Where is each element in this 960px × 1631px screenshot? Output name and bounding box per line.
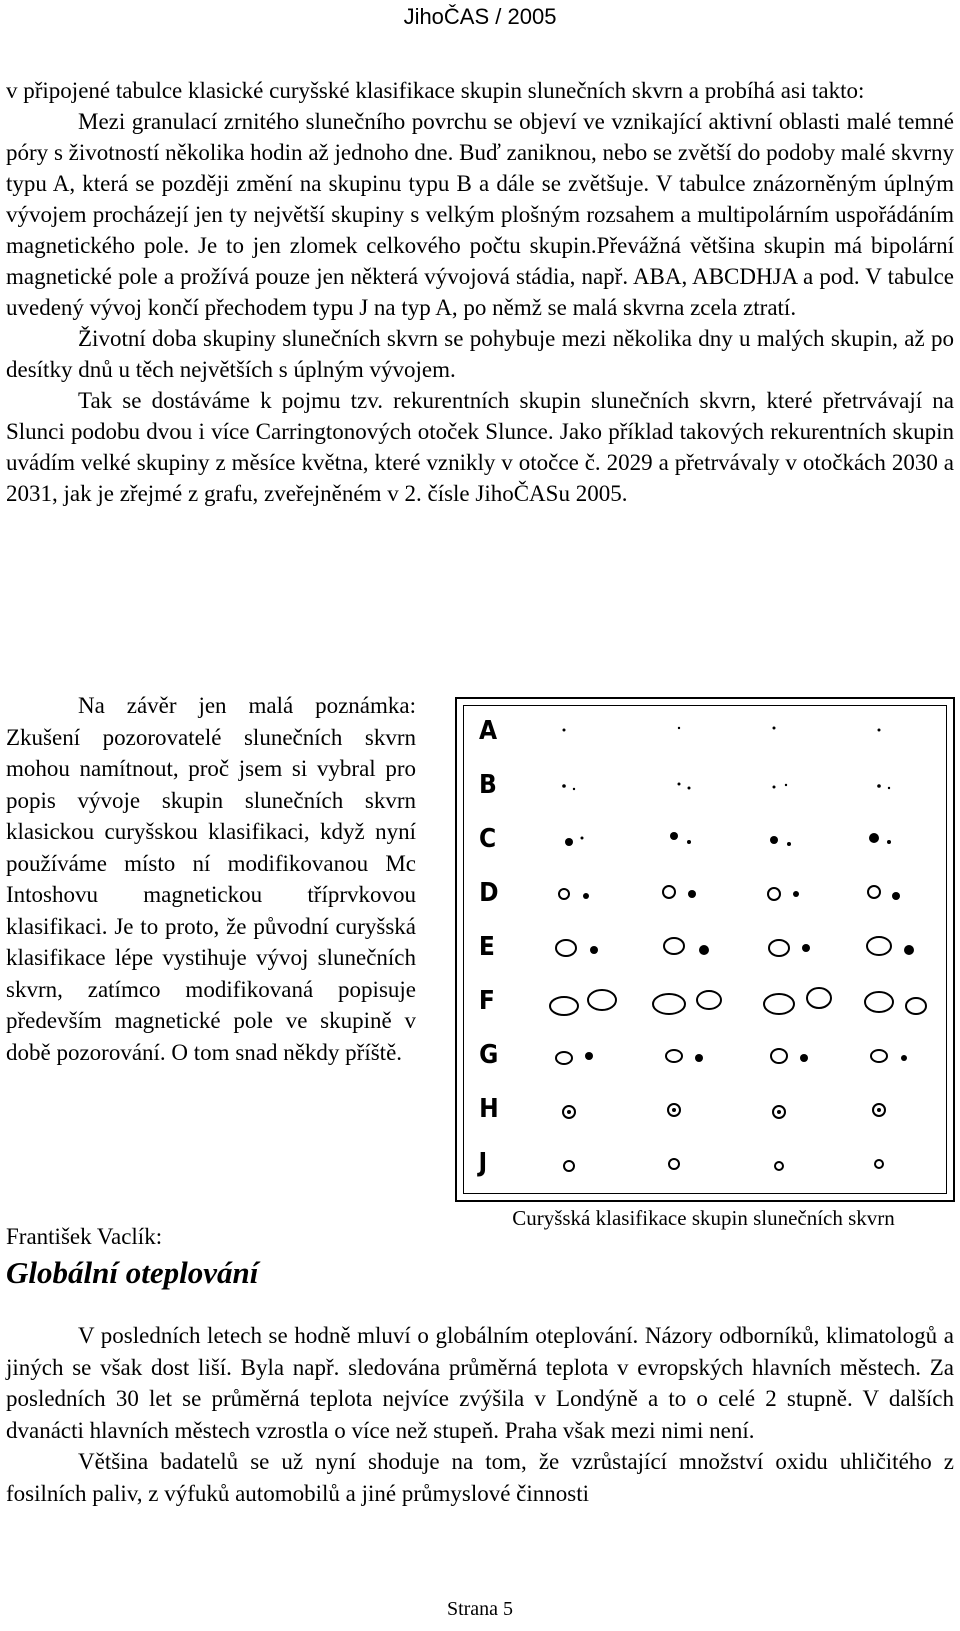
article-body bbox=[6, 1320, 954, 1509]
class-row-c bbox=[464, 814, 946, 868]
class-row-e bbox=[464, 922, 946, 976]
class-row-f bbox=[464, 976, 946, 1030]
zurich-classification-figure bbox=[455, 697, 955, 1202]
intro-paragraph-2: Mezi granulací zrnitého slunečního povrchu se objeví ve vznikající aktivní oblasti malé temné póry s životností několika hodin až jednoho dne. Buď zaniknou, nebo se zvětší do podoby malé skvrny typu A, která se později změní na skupinu typu B a dále se zvětšuje. V tabulce znázorněným úplným vývojem procházejí jen ty největší skupiny s velkým plošným rozsahem a multipolárním uspořádáním magnetického pole. Je to jen zlomek celkového počtu skupin.Převážná většina skupin má bipolární magnetické pole a prožívá pouze jen některá vývojová stádia, např. ABA, ABCDHJA a pod. V tabulce uvedený vývoj končí přechodem typu J na typ A, po němž se malá skvrna zcela ztratí. bbox=[6, 109, 954, 320]
sunspot-drawing-f bbox=[534, 976, 939, 1030]
sunspot-drawing-g bbox=[534, 1030, 939, 1084]
sunspot-drawing-c bbox=[534, 814, 939, 868]
class-letter-a: A bbox=[479, 716, 498, 746]
class-letter-b: B bbox=[478, 770, 497, 800]
class-letter-d: D bbox=[479, 878, 499, 908]
class-row-h bbox=[464, 1084, 946, 1138]
class-row-d bbox=[464, 868, 946, 922]
sunspot-drawing-h bbox=[534, 1084, 939, 1138]
sunspot-drawing-d bbox=[534, 868, 939, 922]
page-number: Strana 5 bbox=[446, 1598, 514, 1620]
class-letter-f: F bbox=[478, 986, 495, 1016]
class-row-j bbox=[464, 1138, 946, 1192]
figure-frame bbox=[463, 705, 947, 1194]
figure-caption: Curyšská klasifikace skupin slunečních skvrn bbox=[512, 1206, 895, 1230]
intro-paragraph-1: v připojené tabulce klasické curyšské klasifikace skupin slunečních skvrn a probíhá asi takto: bbox=[6, 78, 865, 103]
sunspot-drawing-b bbox=[534, 760, 939, 814]
intro-text bbox=[6, 75, 954, 509]
sunspot-drawing-a bbox=[534, 706, 939, 760]
class-letter-e: E bbox=[478, 932, 495, 962]
class-letter-j: J bbox=[478, 1148, 488, 1178]
intro-paragraph-3: Životní doba skupiny slunečních skvrn se pohybuje mezi několika dny u malých skupin, až po desítky dnů u těch největších s úplným vývojem. bbox=[6, 326, 954, 382]
class-letter-g: G bbox=[479, 1040, 499, 1070]
note-paragraph: Na závěr jen malá poznámka: Zkušení pozorovatelé slunečních skvrn mohou namítnout, proč jsem si vybral pro popis vývoje skupin slunečních skvrn klasickou curyšskou klasifikaci, když nyní používáme místo ní modifikovanou Mc Intoshovu magnetickou tříprvkovou klasifikaci. Je to proto, že původní curyšská klasifikace lépe vystihuje vývoj slunečních skvrn, zatímco modifikovaná popisuje především magnetické pole ve skupině v době pozorování. O tom snad někdy příště. bbox=[6, 693, 416, 1065]
article-author: František Vaclík: bbox=[6, 1224, 163, 1249]
intro-paragraph-4: Tak se dostáváme k pojmu tzv. rekurentních skupin slunečních skvrn, které přetrvávají na Slunci podobu dvou i více Carringtonových otoček Slunce. Jako příklad takových rekurentních skupin uvádím velké skupiny z měsíce května, které vznikly v otočce č. 2029 a přetrvávaly v otočkách 2030 a 2031, jak je zřejmé z grafu, zveřejněném v 2. čísle JihoČASu 2005. bbox=[6, 388, 954, 506]
class-letter-h: H bbox=[479, 1094, 499, 1124]
sunspot-drawing-e bbox=[534, 922, 939, 976]
article-paragraph-1: V posledních letech se hodně mluví o globálním oteplování. Názory odborníků, klimatologů a jiných se však dost liší. Byla např. sledována průměrná teplota v evropských hlavních městech. Za posledních 30 let se průměrná teplota nejvíce zvýšila v Londýně a to o celé 2 stupně. V dalších dvanácti hlavních městech vzrostla o více než stupeň. Praha však mezi nimi není. bbox=[6, 1323, 954, 1443]
class-row-g bbox=[464, 1030, 946, 1084]
class-row-b bbox=[464, 760, 946, 814]
article-paragraph-2: Většina badatelů se už nyní shoduje na tom, že vzrůstající množství oxidu uhličitého z fosilních paliv, z výfuků automobilů a jiné průmyslové činnosti bbox=[6, 1449, 954, 1506]
sunspot-drawing-j bbox=[534, 1138, 939, 1192]
class-row-a bbox=[464, 706, 946, 760]
note-column bbox=[6, 690, 416, 1068]
article-title: Globální oteplování bbox=[6, 1255, 259, 1290]
class-letter-c: C bbox=[478, 824, 497, 854]
page-header: JihoČAS / 2005 bbox=[403, 4, 557, 29]
